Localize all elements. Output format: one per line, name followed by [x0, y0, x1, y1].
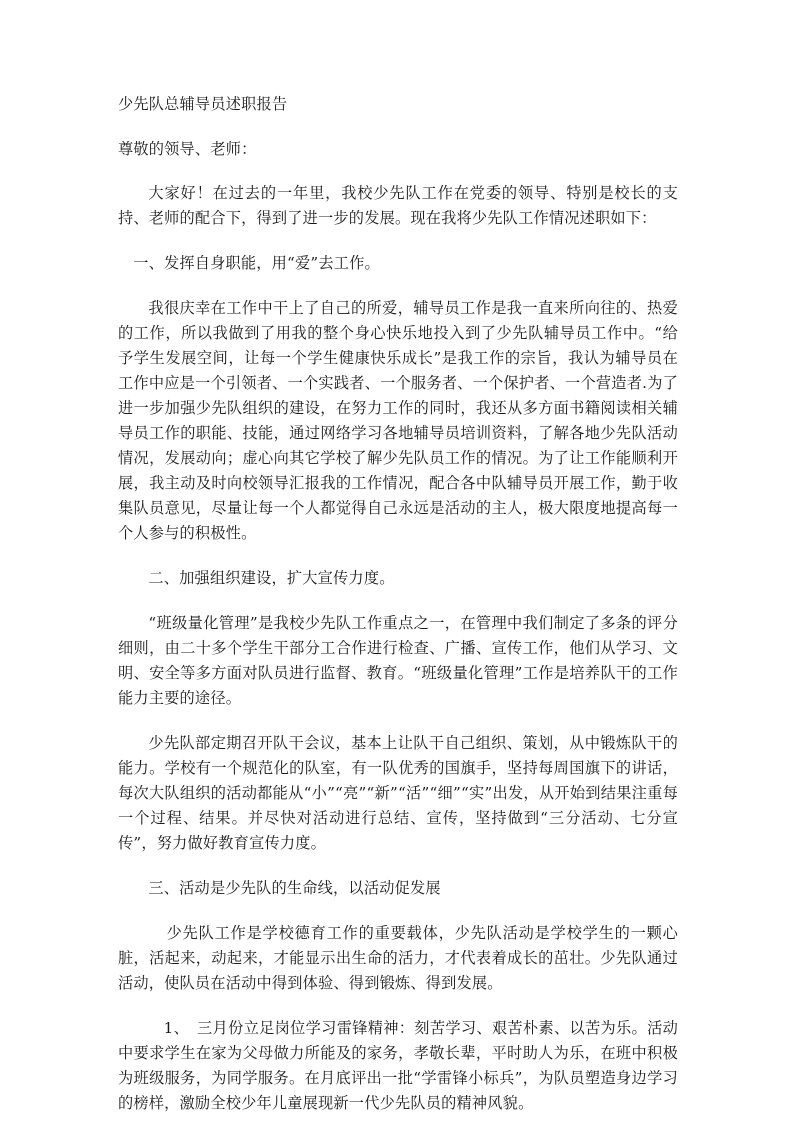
section-heading-2: 二、加强组织建设，扩大宣传力度。: [148, 569, 395, 587]
document-title: 少先队总辅导员述职报告: [118, 95, 288, 113]
intro-paragraph: 大家好！在过去的一年里，我校少先队工作在党委的领导、特别是校长的支持、老师的配合下，得到了进一步的发展。现在我将少先队工作情况述职如下：: [118, 184, 678, 227]
salutation: 尊敬的领导、老师：: [118, 140, 257, 158]
section-heading-1: 一、发挥自身职能，用“爱”去工作。: [133, 254, 380, 272]
list-item-1: 1、 三月份立足岗位学习雷锋精神：刻苦学习、艰苦朴素、以苦为乐。活动中要求学生在家为父母做力所能及的家务，孝敬长辈，平时助人为乐，在班中积极为班级服务，为同学服务。在月底评出一批“学雷锋小标兵”，为队员塑造身边学习的榜样，激励全校少年儿童展现新一代少先队员的精神风貌。: [118, 1019, 678, 1112]
section-2-paragraph-1: “班级量化管理”是我校少先队工作重点之一，在管理中我们制定了多条的评分细则，由二十多个学生干部分工合作进行检查、广播、宣传工作，他们从学习、文明、安全等多方面对队员进行监督、教育。“班级量化管理”工作是培养队干的工作能力主要的途径。: [118, 614, 678, 707]
section-heading-3: 三、活动是少先队的生命线，以活动促发展: [148, 879, 441, 897]
section-1-paragraph: 我很庆幸在工作中干上了自己的所爱，辅导员工作是我一直来所向往的、热爱的工作，所以我做到了用我的整个身心快乐地投入到了少先队辅导员工作中。“给予学生发展空间，让每一个学生健康快乐成长”是我工作的宗旨，我认为辅导员在工作中应是一个引领者、一个实践者、一个服务者、一个保护者、一个营造者.为了进一步加强少先队组织的建设，在努力工作的同时，我还从多方面书籍阅读相关辅导员工作的职能、技能，通过网络学习各地辅导员培训资料，了解各地少先队活动情况，发展动向；虚心向其它学校了解少先队员工作的情况。为了让工作能顺利开展，我主动及时向校领导汇报我的工作情况，配合各中队辅导员开展工作，勤于收集队员意见，尽量让每一个人都觉得自己永远是活动的主人，极大限度地提高每一个人参与的积极性。: [118, 299, 678, 542]
document-body: [118, 92, 678, 1136]
section-2-paragraph-2: 少先队部定期召开队干会议，基本上让队干自己组织、策划，从中锻炼队干的能力。学校有一个规范化的队室，有一队优秀的国旗手，坚持每周国旗下的讲话，每次大队组织的活动都能从“小”“亮”“新”“活”“细”“实”出发，从开始到结果注重每一个过程、结果。并尽快对活动进行总结、宣传，坚持做到“三分活动、七分宣传”，努力做好教育宣传力度。: [118, 734, 678, 852]
section-3-paragraph: 少先队工作是学校德育工作的重要载体，少先队活动是学校学生的一颗心脏，活起来，动起来，才能显示出生命的活力，才代表着成长的茁壮。少先队通过活动，使队员在活动中得到体验、得到锻炼、得到发展。: [118, 924, 678, 992]
